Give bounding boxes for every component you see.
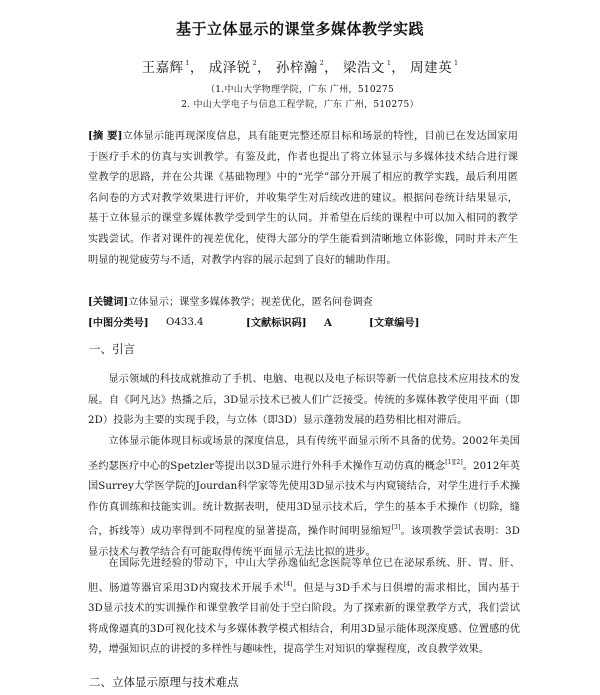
paragraph-text: 在国际先进经验的带动下，中山大学孙逸仙纪念医院等单位已在泌尿系统、肝、胃、肝、胆、肠道等器官采用3D内窥技术开展手术 [88, 558, 520, 594]
author-name: 王嘉辉 [141, 60, 184, 76]
paragraph-text: 。2012年英国Surrey大学医学院的Jourdan科学家等先使用3D显示技术与内窥镜结合，对学生进行手术操作仿真训练和技能实训。统计数据表明，使用3D显示技术后，学生的基本手术操作（切除，缝合，拆线等）成功率得到不同程度的显著提高，操作时间明显缩短 [88, 460, 520, 537]
doc-code-value: A [324, 317, 332, 329]
paragraph [88, 554, 520, 661]
abstract-text: 立体显示能再现深度信息，具有能更完整还原目标和场景的特性，目前已在发达国家用于医疗手术的仿真与实训教学。有鉴及此，作者也提出了将立体显示与多媒体技术结合进行课堂教学的思路，并在公共课《基础物理》中的“光学”部分开展了相应的教学实践，最后利用匿名问卷的方式对教学效果进行评价，并收集学生对后续改进的建议。根据问卷统计结果显示，基于立体显示的课堂多媒体教学受到学生的认同。并希望在后续的课程中可以加入相同的教学实践尝试。作者对课件的视差优化，使得大部分的学生能看到清晰地立体影像，同时并未产生明显的视觉疲劳与不适，对教学内容的展示起到了良好的辅助作用。 [88, 131, 519, 266]
paragraph-text: 。但是与3D手术与日俱增的需求相比，国内基于3D显示技术的实训操作和课堂教学目前处于空白阶段。为了探索新的课堂教学方式，我们尝试将成像逼真的3D可视化技术与多媒体教学模式相结合，利用3D显示能体现深度感、位置感的优势，增强知识点的讲授的多样性与趣味性，提高学生对知识的掌握程度，改良教学效果。 [88, 582, 520, 655]
author-separator: ， [189, 60, 204, 76]
author-name: 成泽锐 [208, 60, 251, 76]
author-name: 周建英 [410, 60, 453, 76]
author-name: 梁浩文 [342, 60, 385, 76]
affiliation-1: （1.中山大学物理学院，广东 广州，510275 [205, 85, 394, 95]
paragraph [88, 432, 520, 563]
clc-value: O433.4 [166, 317, 204, 328]
clc-label: [中图分类号] [88, 317, 149, 329]
section-2-heading: 二、立体显示原理与技术难点 [89, 675, 239, 689]
paragraph-text: 。该项教学尝试表明：3D显示技术与教学结合有可能取得传统平面显示无法比拟的进步。 [88, 526, 520, 558]
citation: [4] [283, 580, 293, 588]
author-separator: ， [324, 60, 339, 76]
author-mark: 1 [454, 60, 459, 67]
abstract [88, 126, 518, 271]
author-separator: ， [391, 60, 406, 76]
paragraph: 显示领域的科技成就推动了手机、电脑、电视以及电子标识等新一代信息技术应用技术的发展。自《阿凡达》热播之后，3D显示技术已被人们广泛接受。传统的多媒体教学使用平面（即2D）投影为主要的实现手段，与立体（即3D）显示蓬勃发展的趋势相比相对滞后。 [88, 374, 520, 426]
abstract-label: [摘 要] [88, 130, 123, 142]
author-mark: 2 [252, 60, 258, 67]
doc-code-label: [文献标识码] [246, 317, 307, 329]
keywords-text: 立体显示；课堂多媒体教学；视差优化，匿名问卷调查 [128, 297, 373, 308]
author-mark: 1 [185, 60, 190, 67]
article-number-label: [文章编号] [369, 317, 420, 329]
author-separator: ， [257, 60, 272, 76]
author-mark: 1 [386, 60, 392, 67]
paper-title: 基于立体显示的课堂多媒体教学实践 [175, 20, 424, 38]
author-list [0, 56, 600, 76]
affiliation-2: 2. 中山大学电子与信息工程学院，广东 广州，510275） [181, 100, 419, 110]
citation: [1][2] [445, 458, 463, 466]
author-mark: 2 [319, 60, 325, 67]
citation: [3] [391, 524, 401, 531]
keywords [88, 292, 518, 313]
section-1-heading: 一、引言 [89, 342, 135, 356]
keywords-label: [关键词] [88, 296, 129, 308]
paragraph-text: 立体显示能体现目标或场景的深度信息，具有传统平面显示所不具备的优势。2002年美国圣约瑟医疗中心的Spetzler等提出以3D显示进行外科手术操作互动仿真的概念 [88, 436, 520, 472]
author-name: 孙梓瀚 [275, 60, 318, 76]
